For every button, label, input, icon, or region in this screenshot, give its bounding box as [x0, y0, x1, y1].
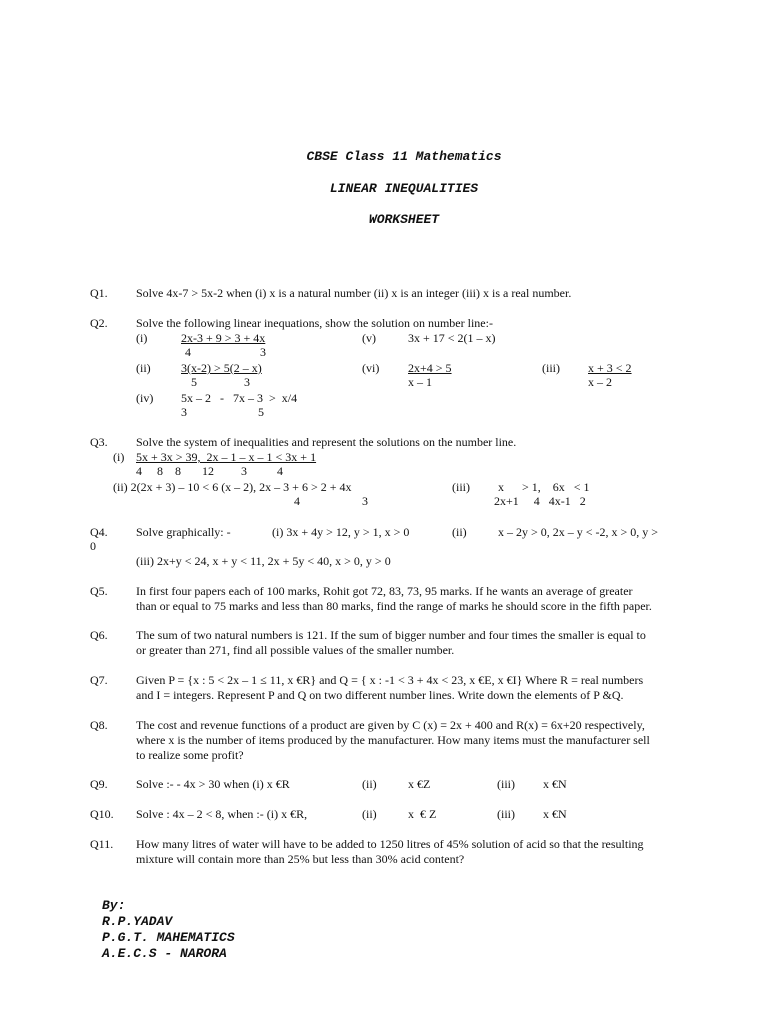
q3-number: Q3. [90, 435, 108, 449]
q8-line-1: The cost and revenue functions of a product are given by C (x) = 2x + 400 and R(x) = 6x+20 respectively, [136, 718, 645, 732]
q2-iii-denominator: x – 2 [588, 375, 612, 389]
q10-number: Q10. [90, 807, 114, 821]
q3-i-label: (i) [113, 450, 125, 464]
q2-vi-numerator: 2x+4 > 5 [408, 361, 452, 375]
q10-part-c: x €N [543, 807, 567, 821]
q9-part-b: x €Z [408, 777, 431, 791]
q2-number: Q2. [90, 316, 108, 330]
q2-ii-label: (ii) [136, 361, 151, 375]
q3-iii-numerator: x > 1, 6x < 1 [498, 480, 590, 494]
q2-iv-denominator-b: 5 [258, 405, 264, 419]
q9-part-a: Solve :- - 4x > 30 when (i) x €R [136, 777, 290, 791]
q9-part-b-label: (ii) [362, 777, 377, 791]
q3-intro: Solve the system of inequalities and represent the solutions on the number line. [136, 435, 517, 449]
q2-v-expression: 3x + 17 < 2(1 – x) [408, 331, 496, 345]
q3-ii-text: (ii) 2(2x + 3) – 10 < 6 (x – 2), 2x – 3 + 6 > 2 + 4x [113, 480, 352, 494]
q2-iii-numerator: x + 3 < 2 [588, 361, 632, 375]
q8-line-2: where x is the number of items produced by the manufacturer. How many items must the manufacturer sell [136, 733, 650, 747]
q6-line-2: or greater than 271, find all possible values of the smaller number. [136, 643, 455, 657]
q3-iii-label: (iii) [452, 480, 470, 494]
q2-iv-label: (iv) [136, 391, 154, 405]
q11-number: Q11. [90, 837, 114, 851]
q6-number: Q6. [90, 628, 108, 642]
q4-number-tail: 0 [90, 539, 96, 553]
q4-part-i: (i) 3x + 4y > 12, y > 1, x > 0 [272, 525, 410, 539]
q4-number: Q4. [90, 525, 108, 539]
q2-i-denominator-b: 3 [260, 345, 266, 359]
q10-part-b: x € Z [408, 807, 437, 821]
q8-number: Q8. [90, 718, 108, 732]
author-school: A.E.C.S - NARORA [102, 946, 227, 961]
q11-line-1: How many litres of water will have to be added to 1250 litres of 45% solution of acid so that the resulting [136, 837, 644, 851]
q6-line-1: The sum of two natural numbers is 121. If the sum of bigger number and four times the smaller is equal to [136, 628, 646, 642]
q2-intro: Solve the following linear inequations, show the solution on number line:- [136, 316, 493, 330]
q11-line-2: mixture will contain more than 25% but less than 30% acid content? [136, 852, 465, 866]
q7-number: Q7. [90, 673, 108, 687]
q3-ii-denominator-a: 4 [294, 494, 300, 508]
q2-i-label: (i) [136, 331, 148, 345]
q2-ii-numerator: 3(x-2) > 5(2 – x) [181, 361, 262, 375]
q9-number: Q9. [90, 777, 108, 791]
q4-text: Solve graphically: - [136, 525, 231, 539]
q2-ii-denominator-b: 3 [244, 375, 250, 389]
q10-part-c-label: (iii) [497, 807, 515, 821]
q5-line-1: In first four papers each of 100 marks, Rohit got 72, 83, 73, 95 marks. If he wants an average of greater [136, 584, 633, 598]
document-type: WORKSHEET [368, 212, 440, 227]
q3-iii-denominator: 2x+1 4 4x-1 2 [494, 494, 586, 508]
q5-line-2: than or equal to 75 marks and less than 80 marks, find the range of marks he should score in the fifth paper. [136, 599, 652, 613]
author-post: P.G.T. MAHEMATICS [102, 930, 235, 945]
q2-vi-label: (vi) [362, 361, 380, 375]
q3-ii-denominator-b: 3 [362, 494, 368, 508]
q3-i-numerator: 5x + 3x > 39, 2x – 1 – x – 1 < 3x + 1 [136, 450, 317, 464]
q9-part-c-label: (iii) [497, 777, 515, 791]
author-name: R.P.YADAV [102, 914, 173, 929]
q7-line-2: and I = integers. Represent P and Q on two different number lines. Write down the elements of P &Q. [136, 688, 624, 702]
q2-iv-numerator: 5x – 2 - 7x – 3 > x/4 [181, 391, 298, 405]
q9-part-c: x €N [543, 777, 567, 791]
q2-vi-denominator: x – 1 [408, 375, 432, 389]
document-title: CBSE Class 11 Mathematics [306, 149, 502, 164]
q4-part-ii-label: (ii) [452, 525, 467, 539]
q1-text: Solve 4x-7 > 5x-2 when (i) x is a natural number (ii) x is an integer (iii) x is a real number. [136, 286, 572, 300]
q10-part-b-label: (ii) [362, 807, 377, 821]
q2-v-label: (v) [362, 331, 376, 345]
q5-number: Q5. [90, 584, 108, 598]
q2-i-numerator: 2x-3 + 9 > 3 + 4x [181, 331, 266, 345]
q4-part-iii: (iii) 2x+y < 24, x + y < 11, 2x + 5y < 40, x > 0, y > 0 [136, 554, 391, 568]
q2-iii-label: (iii) [542, 361, 560, 375]
q1-number: Q1. [90, 286, 108, 300]
q2-i-denominator-a: 4 [185, 345, 191, 359]
q4-part-ii: x – 2y > 0, 2x – y < -2, x > 0, y > [498, 525, 659, 539]
q2-iv-denominator-a: 3 [181, 405, 187, 419]
q3-i-denominator: 4 8 8 12 3 4 [136, 464, 283, 478]
q10-part-a: Solve : 4x – 2 < 8, when :- (i) x €R, [136, 807, 308, 821]
document-subtitle: LINEAR INEQUALITIES [329, 181, 479, 196]
q2-ii-denominator-a: 5 [191, 375, 197, 389]
author-by: By: [102, 898, 126, 913]
q7-line-1: Given P = {x : 5 < 2x – 1 ≤ 11, x €R} and Q = { x : -1 < 3 + 4x < 23, x €E, x €I} Where R = real numbers [136, 673, 644, 687]
q8-line-3: to realize some profit? [136, 748, 244, 762]
